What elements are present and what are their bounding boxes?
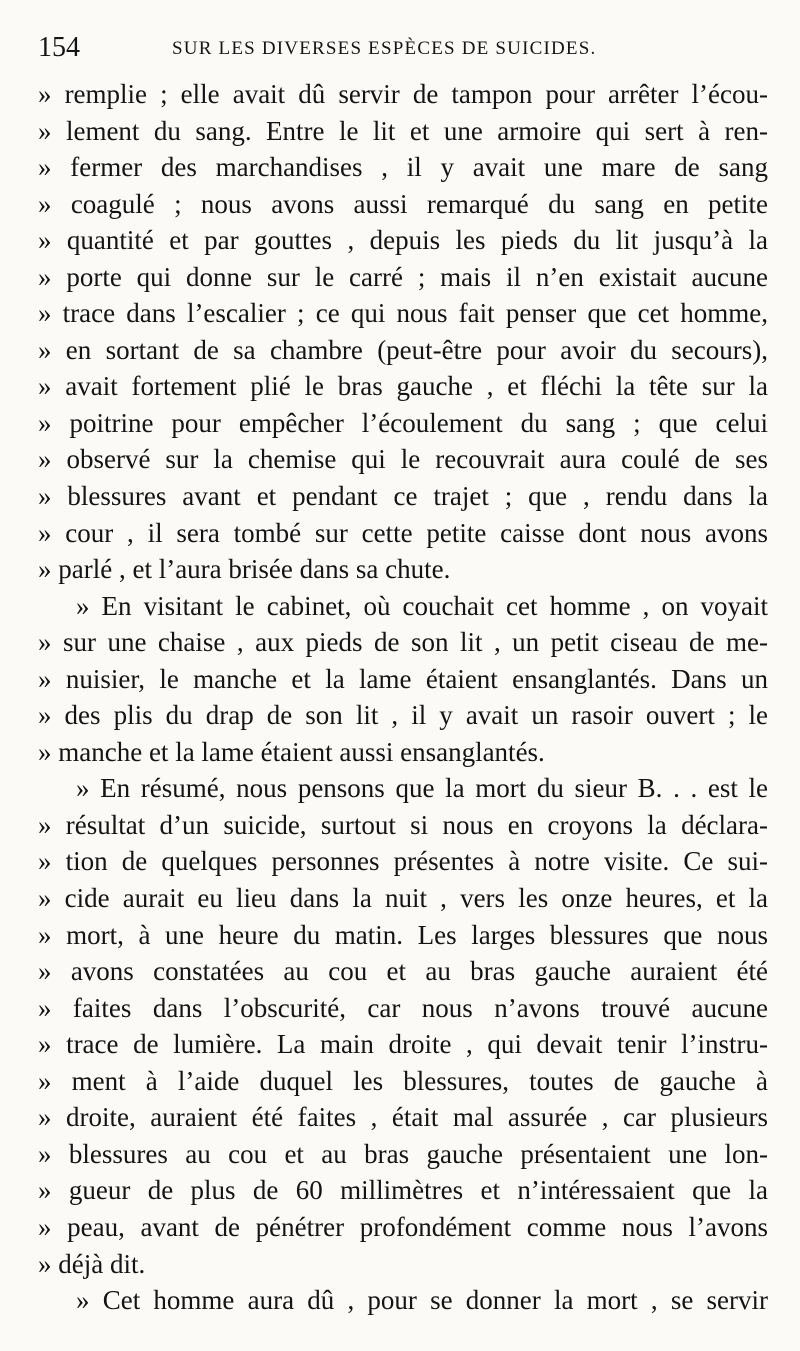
text-line: » gueur de plus de 60 millimètres et n’intéressaient que la xyxy=(38,1175,768,1206)
text-line: » blessures au cou et au bras gauche présentaient une lon- xyxy=(38,1138,768,1169)
text-line: » peau, avant de pénétrer profondément comme nous l’avons xyxy=(38,1211,768,1242)
text-line: » trace dans l’escalier ; ce qui nous fait penser que cet homme, xyxy=(38,298,768,329)
text-line: » manche et la lame étaient aussi ensanglantés. xyxy=(38,736,545,767)
page-header xyxy=(0,30,800,66)
text-line: » fermer des marchandises , il y avait une mare de sang xyxy=(38,152,768,183)
text-line: » cide aurait eu lieu dans la nuit , vers les onze heures, et la xyxy=(38,883,768,914)
body-text xyxy=(38,76,768,1319)
text-line: » avait fortement plié le bras gauche , et fléchi la tête sur la xyxy=(38,371,768,402)
text-line: » coagulé ; nous avons aussi remarqué du sang en petite xyxy=(38,188,768,219)
text-line: » avons constatées au cou et au bras gauche auraient été xyxy=(38,956,768,987)
text-line: » lement du sang. Entre le lit et une armoire qui sert à ren- xyxy=(38,115,768,146)
text-line: » porte qui donne sur le carré ; mais il n’en existait aucune xyxy=(38,261,768,292)
text-line: » déjà dit. xyxy=(38,1248,146,1279)
text-line: » remplie ; elle avait dû servir de tampon pour arrêter l’écou- xyxy=(38,79,768,109)
text-line: » tion de quelques personnes présentes à notre visite. Ce sui- xyxy=(38,846,768,877)
text-line: » En visitant le cabinet, où couchait cet homme , on voyait xyxy=(76,590,768,621)
text-line: » quantité et par gouttes , depuis les pieds du lit jusqu’à la xyxy=(38,225,768,256)
text-line: » Cet homme aura dû , pour se donner la mort , se servir xyxy=(76,1285,768,1316)
text-line: » des plis du drap de son lit , il y avait un rasoir ouvert ; le xyxy=(38,700,768,731)
text-line: » mort, à une heure du matin. Les larges blessures que nous xyxy=(38,919,768,950)
text-line: » poitrine pour empêcher l’écoulement du sang ; que celui xyxy=(38,407,768,438)
text-line: » observé sur la chemise qui le recouvrait aura coulé de ses xyxy=(38,444,768,475)
text-line: » En résumé, nous pensons que la mort du sieur B. . . est le xyxy=(76,773,768,804)
page-number: 154 xyxy=(38,32,80,63)
text-line: » ment à l’aide duquel les blessures, toutes de gauche à xyxy=(38,1065,768,1096)
text-line: » trace de lumière. La main droite , qui devait tenir l’instru- xyxy=(38,1029,768,1060)
text-line: » cour , il sera tombé sur cette petite caisse dont nous avons xyxy=(38,517,768,548)
running-head: SUR LES DIVERSES ESPÈCES DE SUICIDES. xyxy=(172,38,597,59)
text-line: » parlé , et l’aura brisée dans sa chute. xyxy=(38,554,451,585)
text-line: » droite, auraient été faites , était mal assurée , car plusieurs xyxy=(38,1102,768,1133)
text-line: » nuisier, le manche et la lame étaient ensanglantés. Dans un xyxy=(38,663,768,694)
text-line: » résultat d’un suicide, surtout si nous en croyons la déclara- xyxy=(38,809,768,840)
text-line: » sur une chaise , aux pieds de son lit , un petit ciseau de me- xyxy=(38,627,768,658)
text-line: » blessures avant et pendant ce trajet ; que , rendu dans la xyxy=(38,481,768,512)
text-line: » faites dans l’obscurité, car nous n’avons trouvé aucune xyxy=(38,992,768,1023)
text-line: » en sortant de sa chambre (peut-être pour avoir du secours), xyxy=(38,334,768,365)
